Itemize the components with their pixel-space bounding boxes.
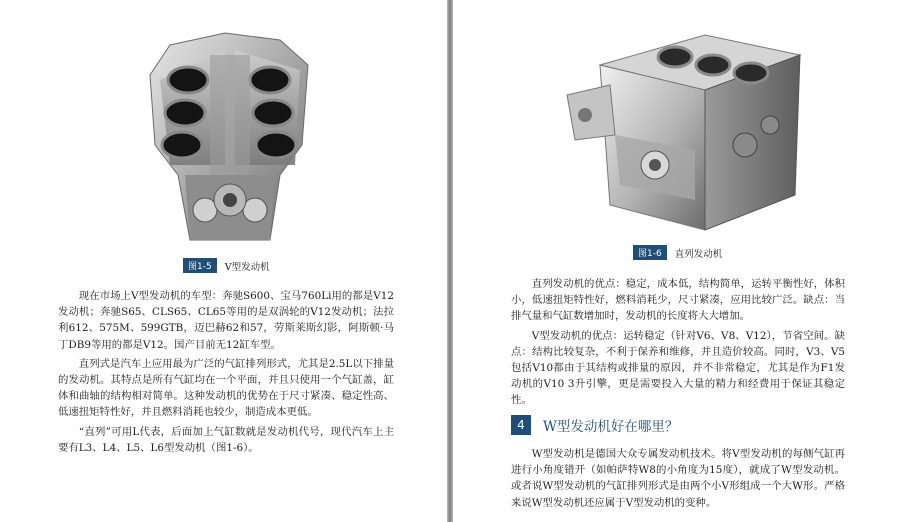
v-engine-block-image [130, 25, 330, 250]
right-body-text [511, 276, 845, 412]
figure-number: 图1-6 [633, 245, 667, 260]
figure-title: V型发动机 [224, 261, 270, 273]
section-heading [511, 415, 678, 435]
paragraph: “直列”可用L代表，后面加上气缸数就是发动机代号，现代汽车上主要有L3、L4、L5、L6型发动机（图1-6）。 [58, 425, 394, 454]
paragraph: 直列式是汽车上应用最为广泛的气缸排列形式，尤其是2.5L以下排量的发动机。其特点是所有气缸均在一个平面，并且只使用一个气缸盖，缸体和曲轴的结构相对简单。这种发动机的优势在于尺寸紧凑、稳定性高、低速扭矩特性好，并且燃料消耗也较少，制造成本更低。 [58, 357, 394, 419]
figure-caption-1-6 [633, 245, 722, 260]
section-number: 4 [511, 415, 531, 435]
paragraph: V型发动机的优点：运转稳定（针对V6、V8、V12），节省空间。缺点：结构比较复杂，不利于保养和维修，并且造价较高。同时，V3、V5包括V10都由于其结构或排量的原因，并不非常稳定，尤其是作为F1发动机的V10 3升引擎，更是需要投入大量的精力和经费用于保证其稳定性。 [511, 329, 845, 407]
left-body-text [58, 288, 394, 459]
figure-number: 图1-5 [183, 258, 217, 273]
paragraph: W型发动机是德国大众专属发动机技术。将V型发动机的每侧气缸再进行小角度错开（如帕萨特W8的小角度为15度），就成了W型发动机。或者说W型发动机的气缸排列形式是由两个小V形组成一个大W形。严格来说W型发动机还应属于V型发动机的变种。 [511, 448, 845, 509]
section-title: W型发动机好在哪里？ [543, 419, 679, 435]
figure-title: 直列发动机 [674, 248, 723, 260]
figure-caption-1-5 [183, 258, 270, 273]
inline-engine-block-image [555, 25, 825, 240]
paragraph: 直列发动机的优点：稳定，成本低，结构简单，运转平衡性好，体积小，低速扭矩特性好，燃料消耗少，尺寸紧凑，应用比较广泛。缺点：当排气量和气缸数增加时，发动机的长度将大大增加。 [511, 278, 845, 323]
paragraph: 现在市场上V型发动机的车型：奔驰S600、宝马760Li用的都是V12发动机；奔驰S65、CLS65、CL65等用的是双涡轮的V12发动机；法拉利612、575M、599GTB，迈巴赫62和57，劳斯莱斯幻影，阿斯顿·马丁DB9等用的都是V12。国产目前无12缸车型。 [58, 290, 394, 351]
section-body-text [511, 446, 845, 514]
